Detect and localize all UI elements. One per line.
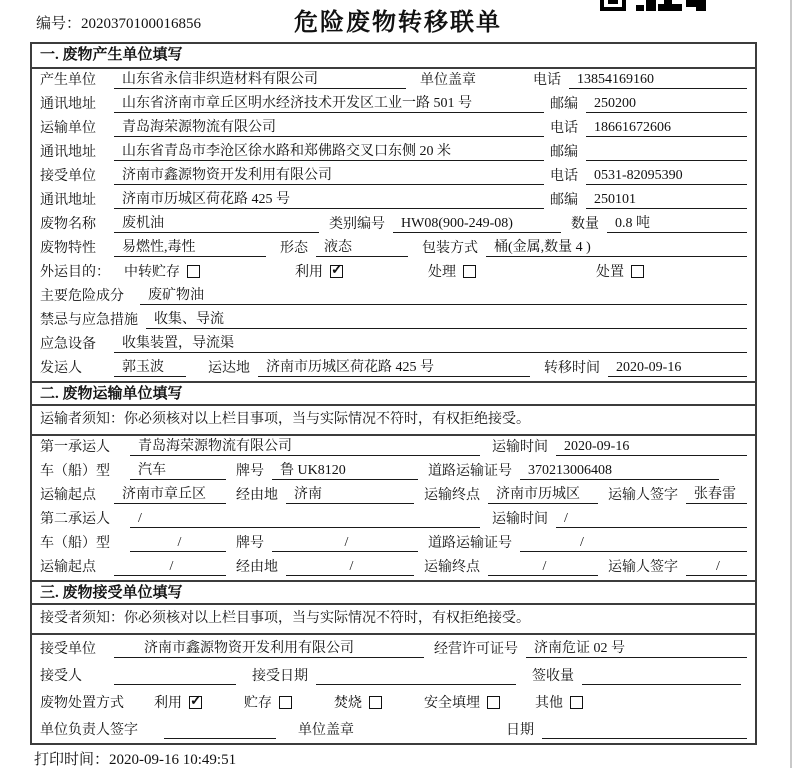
receiver-row [32, 165, 755, 189]
sign2-value: / [686, 559, 747, 576]
origin2-label: 运输起点 [40, 560, 96, 575]
transporter-row [32, 117, 755, 141]
plate1-label: 牌号 [236, 464, 264, 479]
via2-value: / [286, 559, 414, 576]
receiver-label: 接受单位 [40, 169, 96, 184]
addr1-value: 山东省济南市章丘区明水经济技术开发区工业一路 501 号 [114, 92, 544, 113]
transporter-value: 青岛海荣源物流有限公司 [114, 116, 544, 137]
phone1-label: 电话 [533, 73, 561, 88]
addr3-label: 通讯地址 [40, 193, 96, 208]
disposal-method-row [32, 689, 755, 716]
origin2-value: / [114, 559, 226, 576]
producer-value: 山东省永信非织造材料有限公司 [114, 68, 406, 89]
shipper-label: 发运人 [40, 361, 82, 376]
via2-label: 经由地 [236, 560, 278, 575]
phone2-label: 电话 [550, 121, 578, 136]
character-value: 易燃性,毒性 [114, 236, 266, 257]
utilize-checkbox-icon [330, 265, 343, 278]
section2-header: 二. 废物运输单位填写 [32, 381, 755, 406]
via1-label: 经由地 [236, 488, 278, 503]
amount-label: 签收量 [532, 669, 574, 684]
form-label: 形态 [280, 241, 308, 256]
transfer-storage-checkbox-icon [187, 265, 200, 278]
packing-value: 桶(金属,数量 4 ) [486, 236, 747, 257]
phone2-value: 18661672606 [586, 120, 747, 137]
taboo-value: 收集、导流 [146, 308, 747, 329]
disposal-utilize-checkbox-icon [189, 696, 202, 709]
second-carrier-row [32, 508, 755, 532]
disposal-option-utilize: 利用 ✓ [154, 692, 202, 712]
permit1-value: 370213006408 [520, 463, 719, 480]
producer-label: 产生单位 [40, 73, 96, 88]
disposal-other-checkbox-icon [570, 696, 583, 709]
section1-header: 一. 废物产生单位填写 [32, 44, 755, 69]
treat-checkbox-icon [463, 265, 476, 278]
phone3-label: 电话 [550, 169, 578, 184]
destination-label: 运达地 [208, 361, 250, 376]
vehicle2-label: 车（船）型 [40, 536, 110, 551]
category-value: HW08(900-249-08) [393, 216, 561, 233]
disposal-option-store: 贮存 [244, 692, 292, 712]
disposal-option-incinerate: 焚烧 [334, 692, 382, 712]
addr2-value: 山东省青岛市李沧区徐水路和郑佛路交叉口东侧 20 米 [114, 140, 544, 161]
document-header [0, 0, 796, 40]
disposal-incinerate-checkbox-icon [369, 696, 382, 709]
amount-value [582, 668, 741, 685]
qty-value: 0.8 吨 [607, 212, 747, 233]
transfer-time-value: 2020-09-16 [608, 360, 747, 377]
acceptor-row [32, 662, 755, 689]
waste-name-value: 废机油 [114, 212, 319, 233]
permit2-label: 道路运输证号 [428, 536, 512, 551]
end1-value: 济南市历城区 [488, 483, 598, 504]
disposal-landfill-checkbox-icon [487, 696, 500, 709]
producer-address-row [32, 93, 755, 117]
license-value: 济南危证 02 号 [526, 637, 747, 658]
vehicle1-label: 车（船）型 [40, 464, 110, 479]
waste-character-row [32, 237, 755, 261]
page-title: 危险废物转移联单 [294, 10, 502, 36]
carrier2-value: / [130, 511, 480, 528]
hazard-component-row [32, 285, 755, 309]
responsible-sign-label: 单位负责人签字 [40, 723, 138, 738]
carrier1-label: 第一承运人 [40, 440, 110, 455]
form-value: 液态 [316, 236, 408, 257]
sign1-value: 张春雷 [686, 483, 747, 504]
carrier1-value: 青岛海荣源物流有限公司 [130, 435, 480, 456]
taboo-measures-row [32, 309, 755, 333]
disposal-store-checkbox-icon [279, 696, 292, 709]
disposal-option-landfill: 安全填埋 [424, 692, 500, 712]
route1-row [32, 484, 755, 508]
accept-unit-value: 济南市鑫源物资开发利用有限公司 [114, 637, 424, 658]
route2-row [32, 556, 755, 580]
permit2-value: / [520, 535, 747, 552]
permit1-label: 道路运输证号 [428, 464, 512, 479]
vehicle2-row [32, 532, 755, 556]
origin1-label: 运输起点 [40, 488, 96, 503]
accept-date-label: 接受日期 [252, 669, 308, 684]
zip1-label: 邮编 [550, 97, 578, 112]
time2-label: 运输时间 [492, 512, 548, 527]
producer-row [32, 69, 755, 93]
receiver-notice-row: 接受者须知：你必须核对以上栏目事项，当与实际情况不符时，有权拒绝接受。 [32, 605, 755, 635]
phone3-value: 0531-82095390 [586, 168, 747, 185]
packing-label: 包装方式 [422, 241, 478, 256]
transporter-notice-row: 运输者须知：你必须核对以上栏目事项，当与实际情况不符时，有权拒绝接受。 [32, 406, 755, 436]
character-label: 废物特性 [40, 241, 96, 256]
unit-seal-label: 单位盖章 [298, 723, 354, 738]
shipper-value: 郭玉波 [114, 356, 186, 377]
purpose-option-transfer-storage: 中转贮存 [124, 261, 200, 281]
sign2-label: 运输人签字 [608, 560, 678, 575]
responsible-sign-row [32, 716, 755, 743]
date2-value [542, 722, 747, 739]
acceptor-value [114, 668, 236, 685]
transfer-form-table [30, 42, 757, 745]
purpose-option-utilize: 利用 ✓ [295, 261, 343, 281]
vehicle1-value: 汽车 [130, 459, 226, 480]
seal-label: 单位盖章 [420, 73, 476, 88]
addr1-label: 通讯地址 [40, 97, 96, 112]
taboo-label: 禁忌与应急措施 [40, 313, 138, 328]
responsible-sign-value [164, 722, 276, 739]
first-carrier-row [32, 436, 755, 460]
zip2-value [586, 144, 747, 161]
hazard-label: 主要危险成分 [40, 289, 124, 304]
time1-label: 运输时间 [492, 440, 548, 455]
sign1-label: 运输人签字 [608, 488, 678, 503]
hazard-value: 废矿物油 [140, 284, 747, 305]
emergency-equipment-row [32, 333, 755, 357]
shipper-row [32, 357, 755, 381]
destination-value: 济南市历城区荷花路 425 号 [258, 356, 530, 377]
transport-purpose-row [32, 261, 755, 285]
addr3-value: 济南市历城区荷花路 425 号 [114, 188, 544, 209]
disposal-option-other: 其他 [535, 692, 583, 712]
disposal-label: 废物处置方式 [40, 696, 124, 711]
transfer-time-label: 转移时间 [544, 361, 600, 376]
purpose-label: 外运目的： [40, 265, 110, 280]
scan-edge-line [790, 0, 792, 768]
end2-label: 运输终点 [424, 560, 480, 575]
receiver-address-row [32, 189, 755, 213]
receiver-value: 济南市鑫源物资开发利用有限公司 [114, 164, 544, 185]
end1-label: 运输终点 [424, 488, 480, 503]
plate2-label: 牌号 [236, 536, 264, 551]
equipment-label: 应急设备 [40, 337, 96, 352]
accept-unit-label: 接受单位 [40, 642, 96, 657]
vehicle1-row [32, 460, 755, 484]
accept-unit-row [32, 635, 755, 662]
serial-label: 编号： [36, 16, 82, 32]
serial-number: 2020370100016856 [81, 16, 202, 32]
addr2-label: 通讯地址 [40, 145, 96, 160]
carrier2-label: 第二承运人 [40, 512, 110, 527]
date2-label: 日期 [506, 723, 534, 738]
purpose-option-dispose: 处置 [596, 261, 644, 281]
origin1-value: 济南市章丘区 [114, 483, 226, 504]
equipment-value: 收集装置，导流渠 [114, 332, 747, 353]
time1-value: 2020-09-16 [556, 439, 747, 456]
vehicle2-value: / [130, 535, 226, 552]
zip2-label: 邮编 [550, 145, 578, 160]
zip3-value: 250101 [586, 192, 747, 209]
time2-value: / [556, 511, 747, 528]
purpose-option-treat: 处理 [428, 261, 476, 281]
via1-value: 济南 [286, 483, 414, 504]
accept-date-value [316, 668, 516, 685]
waste-name-label: 废物名称 [40, 217, 96, 232]
print-time: 打印时间：2020-09-16 10:49:51 [34, 752, 237, 768]
waste-name-row [32, 213, 755, 237]
plate1-value: 鲁 UK8120 [272, 459, 418, 480]
end2-value: / [488, 559, 598, 576]
zip3-label: 邮编 [550, 193, 578, 208]
phone1-value: 13854169160 [569, 72, 747, 89]
transporter-address-row [32, 141, 755, 165]
qty-label: 数量 [571, 217, 599, 232]
transporter-label: 运输单位 [40, 121, 96, 136]
category-label: 类别编号 [329, 217, 385, 232]
dispose-checkbox-icon [631, 265, 644, 278]
plate2-value: / [272, 535, 418, 552]
license-label: 经营许可证号 [434, 642, 518, 657]
acceptor-label: 接受人 [40, 669, 82, 684]
zip1-value: 250200 [586, 96, 747, 113]
section3-header: 三. 废物接受单位填写 [32, 580, 755, 605]
